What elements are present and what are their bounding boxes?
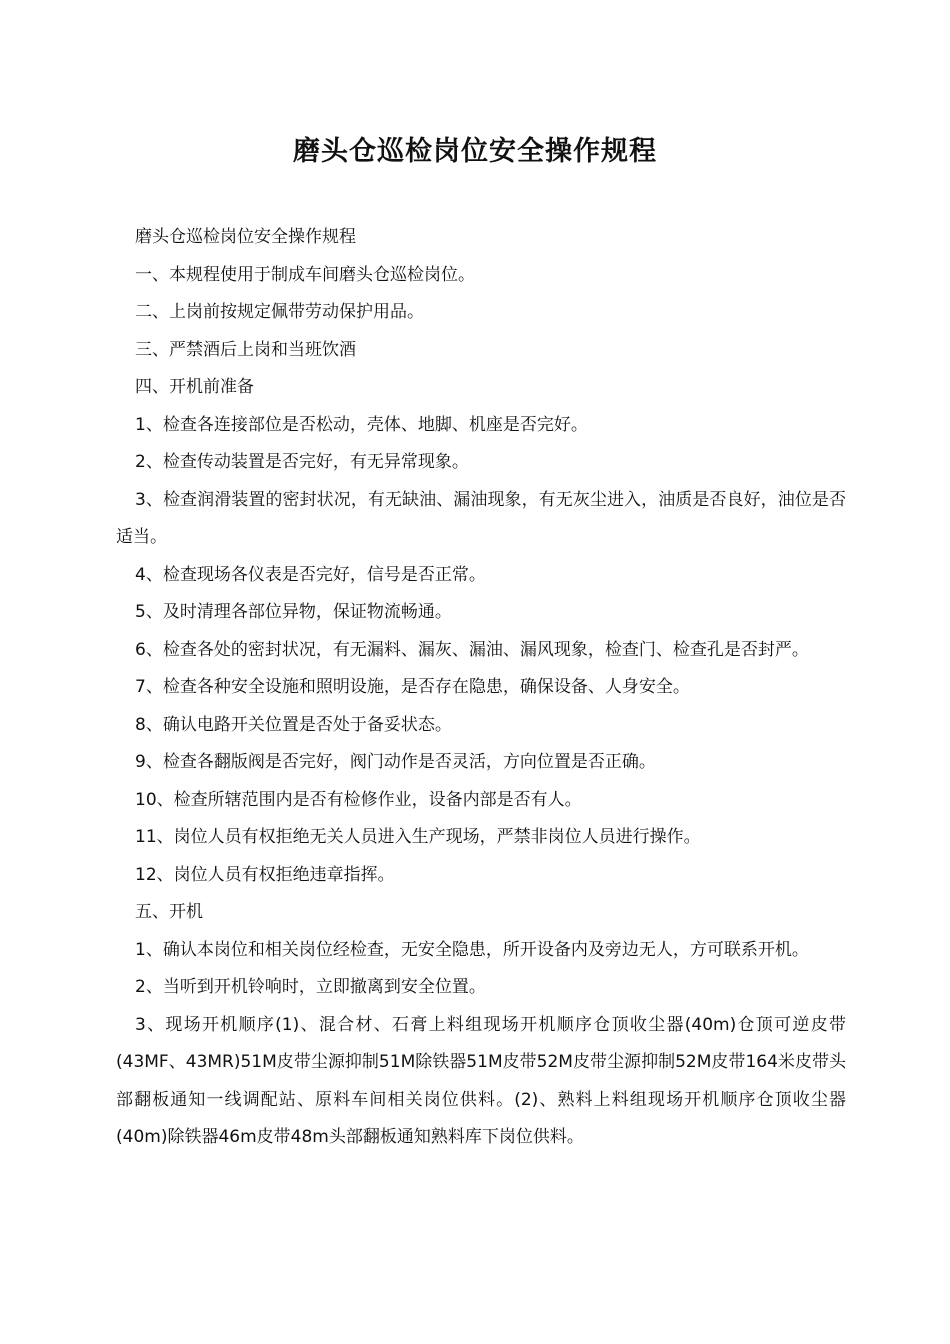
document-title: 磨头仓巡检岗位安全操作规程 bbox=[293, 136, 657, 167]
paragraph: 8、确认电路开关位置是否处于备妥状态。 bbox=[135, 714, 452, 735]
paragraph: 1、检查各连接部位是否松动，壳体、地脚、机座是否完好。 bbox=[135, 414, 588, 435]
paragraph: 6、检查各处的密封状况，有无漏料、漏灰、漏油、漏风现象，检查门、检查孔是否封严。 bbox=[135, 639, 809, 660]
paragraph: 五、开机 bbox=[135, 902, 203, 922]
paragraph: 2、检查传动装置是否完好，有无异常现象。 bbox=[135, 452, 469, 472]
paragraph: 二、上岗前按规定佩带劳动保护用品。 bbox=[135, 302, 424, 322]
paragraph: 三、严禁酒后上岗和当班饮酒 bbox=[135, 339, 356, 360]
paragraph: 12、岗位人员有权拒绝违章指挥。 bbox=[135, 864, 395, 885]
paragraph: 4、检查现场各仪表是否完好，信号是否正常。 bbox=[135, 564, 486, 585]
paragraph: 四、开机前准备 bbox=[135, 377, 254, 397]
paragraph: 一、本规程使用于制成车间磨头仓巡检岗位。 bbox=[135, 264, 475, 285]
paragraph: 11、岗位人员有权拒绝无关人员进入生产现场，严禁非岗位人员进行操作。 bbox=[135, 827, 701, 847]
paragraph: 3、检查润滑装置的密封状况，有无缺油、漏油现象，有无灰尘进入，油质是否良好，油位是否适当。 bbox=[116, 489, 846, 547]
paragraph: 3、现场开机顺序(1)、混合材、石膏上料组现场开机顺序仓顶收尘器(40m)仓顶可逆皮带(43MF、43MR)51M皮带尘源抑制51M除铁器51M皮带52M皮带尘源抑制52M皮带164米皮带头部翻板通知一线调配站、原料车间相关岗位供料。(2)、熟料上料组现场开机顺序仓顶收尘器(40m)除铁器46m皮带48m头部翻板通知熟料库下岗位供料。 bbox=[116, 1014, 846, 1147]
paragraph: 7、检查各种安全设施和照明设施，是否存在隐患，确保设备、人身安全。 bbox=[135, 677, 690, 697]
paragraph: 9、检查各翻版阀是否完好，阀门动作是否灵活，方向位置是否正确。 bbox=[135, 752, 656, 772]
paragraph: 10、检查所辖范围内是否有检修作业，设备内部是否有人。 bbox=[135, 789, 582, 810]
paragraph: 1、确认本岗位和相关岗位经检查，无安全隐患，所开设备内及旁边无人，方可联系开机。 bbox=[135, 939, 809, 960]
document-body bbox=[116, 219, 846, 1157]
paragraph: 2、当听到开机铃响时，立即撤离到安全位置。 bbox=[135, 977, 486, 997]
paragraph: 5、及时清理各部位异物，保证物流畅通。 bbox=[135, 602, 452, 622]
paragraph: 磨头仓巡检岗位安全操作规程 bbox=[135, 227, 356, 247]
